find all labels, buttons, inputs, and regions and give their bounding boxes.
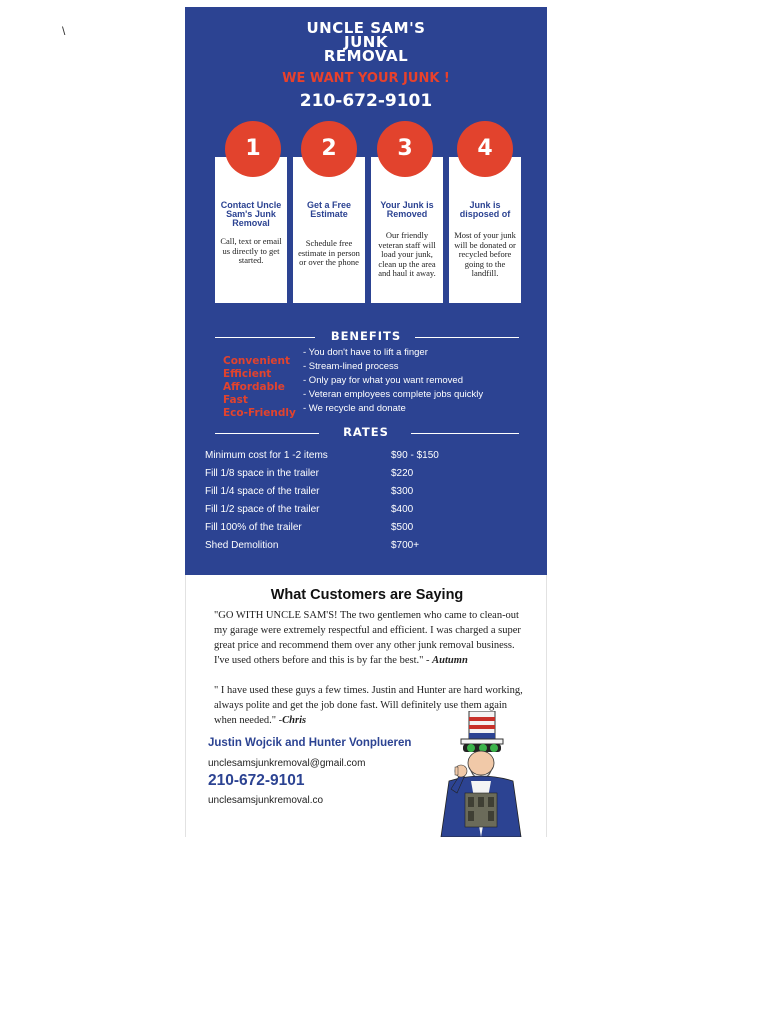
flyer-bottom-panel — [185, 575, 547, 837]
testimonial-text: "GO WITH UNCLE SAM'S! The two gentlemen who came to clean-out my garage were extremely respectful and efficient. I was charged a super great price and recommend them over any other junk removal business. I've used others before and this is by far the best." - — [214, 610, 521, 666]
benefit-word: Convenient — [223, 355, 291, 367]
benefit-word: Eco-Friendly — [223, 407, 296, 419]
flyer-top-panel — [185, 7, 547, 575]
rate-label: Shed Demolition — [205, 540, 279, 551]
step-number-3: 3 — [377, 121, 433, 177]
rates-heading-label: RATES — [343, 425, 389, 439]
step-title-1: Contact Uncle Sam's Junk Removal — [220, 200, 282, 228]
step-title-3: Your Junk is Removed — [380, 200, 434, 219]
contact-website: unclesamsjunkremoval.co — [208, 795, 324, 806]
benefit-line: - Veteran employees complete jobs quickly — [303, 389, 484, 400]
benefits-heading — [185, 329, 547, 345]
divider — [415, 337, 519, 338]
testimonials-heading: What Customers are Saying — [270, 587, 464, 603]
rate-price: $300 — [391, 486, 414, 497]
contact-phone: 210-672-9101 — [208, 772, 305, 789]
benefit-word: Affordable — [223, 381, 285, 393]
rate-price: $220 — [391, 468, 414, 479]
testimonial-text: " I have used these guys a few times. Justin and Hunter are hard working, always polite and get the job done fast. Will definitely use them again when needed." - — [214, 685, 523, 726]
benefit-line: - Stream-lined process — [303, 361, 399, 372]
rates-heading — [185, 425, 547, 441]
step-number-2: 2 — [301, 121, 357, 177]
uncle-sam-illustration — [431, 711, 526, 837]
rate-price: $500 — [391, 522, 414, 533]
header-phone: 210-672-9101 — [299, 91, 433, 111]
step-body-4: Most of your junk will be donated or recycled before going to the landfill. — [454, 230, 516, 278]
benefit-line: - Only pay for what you want removed — [303, 375, 463, 386]
testimonial-author: Autumn — [432, 655, 468, 666]
rate-label: Fill 1/4 space of the trailer — [205, 486, 320, 497]
tagline: WE WANT YOUR JUNK ! — [282, 71, 450, 86]
brand-line-2: JUNK — [344, 33, 388, 51]
step-card-2 — [293, 157, 365, 303]
step-number-1: 1 — [225, 121, 281, 177]
step-title-4: Junk is disposed of — [459, 200, 511, 219]
benefit-word: Fast — [223, 394, 248, 406]
owners-names: Justin Wojcik and Hunter Vonplueren — [208, 737, 412, 749]
step-card-3 — [371, 157, 443, 303]
rate-label: Fill 1/2 space of the trailer — [205, 504, 320, 515]
benefit-line: - You don't have to lift a finger — [303, 347, 428, 358]
flyer — [185, 7, 547, 837]
step-body-2: Schedule free estimate in person or over the phone — [298, 238, 360, 267]
testimonial-author: Chris — [282, 715, 307, 726]
step-body-1: Call, text or email us directly to get started. — [220, 236, 282, 265]
benefit-line: - We recycle and donate — [303, 403, 406, 414]
rate-price: $700+ — [391, 540, 420, 551]
testimonial-quote-1 — [214, 608, 524, 668]
rate-label: Fill 100% of the trailer — [205, 522, 302, 533]
rate-label: Minimum cost for 1 -2 items — [205, 450, 328, 461]
step-card-1 — [215, 157, 287, 303]
step-title-2: Get a Free Estimate — [306, 200, 352, 219]
divider — [411, 433, 519, 434]
benefits-heading-label: BENEFITS — [330, 329, 402, 343]
brand-line-3: REMOVAL — [323, 47, 409, 65]
rate-price: $400 — [391, 504, 414, 515]
rate-label: Fill 1/8 space in the trailer — [205, 468, 319, 479]
benefit-word: Efficient — [223, 368, 272, 380]
rate-price: $90 - $150 — [391, 450, 439, 461]
step-number-4: 4 — [457, 121, 513, 177]
step-card-4 — [449, 157, 521, 303]
contact-email: unclesamsjunkremoval@gmail.com — [208, 758, 366, 769]
step-body-3: Our friendly veteran staff will load your junk, clean up the area and haul it away. — [378, 230, 436, 278]
scan-mark: \ — [62, 24, 66, 38]
brand-line-1: UNCLE SAM'S — [306, 19, 426, 37]
